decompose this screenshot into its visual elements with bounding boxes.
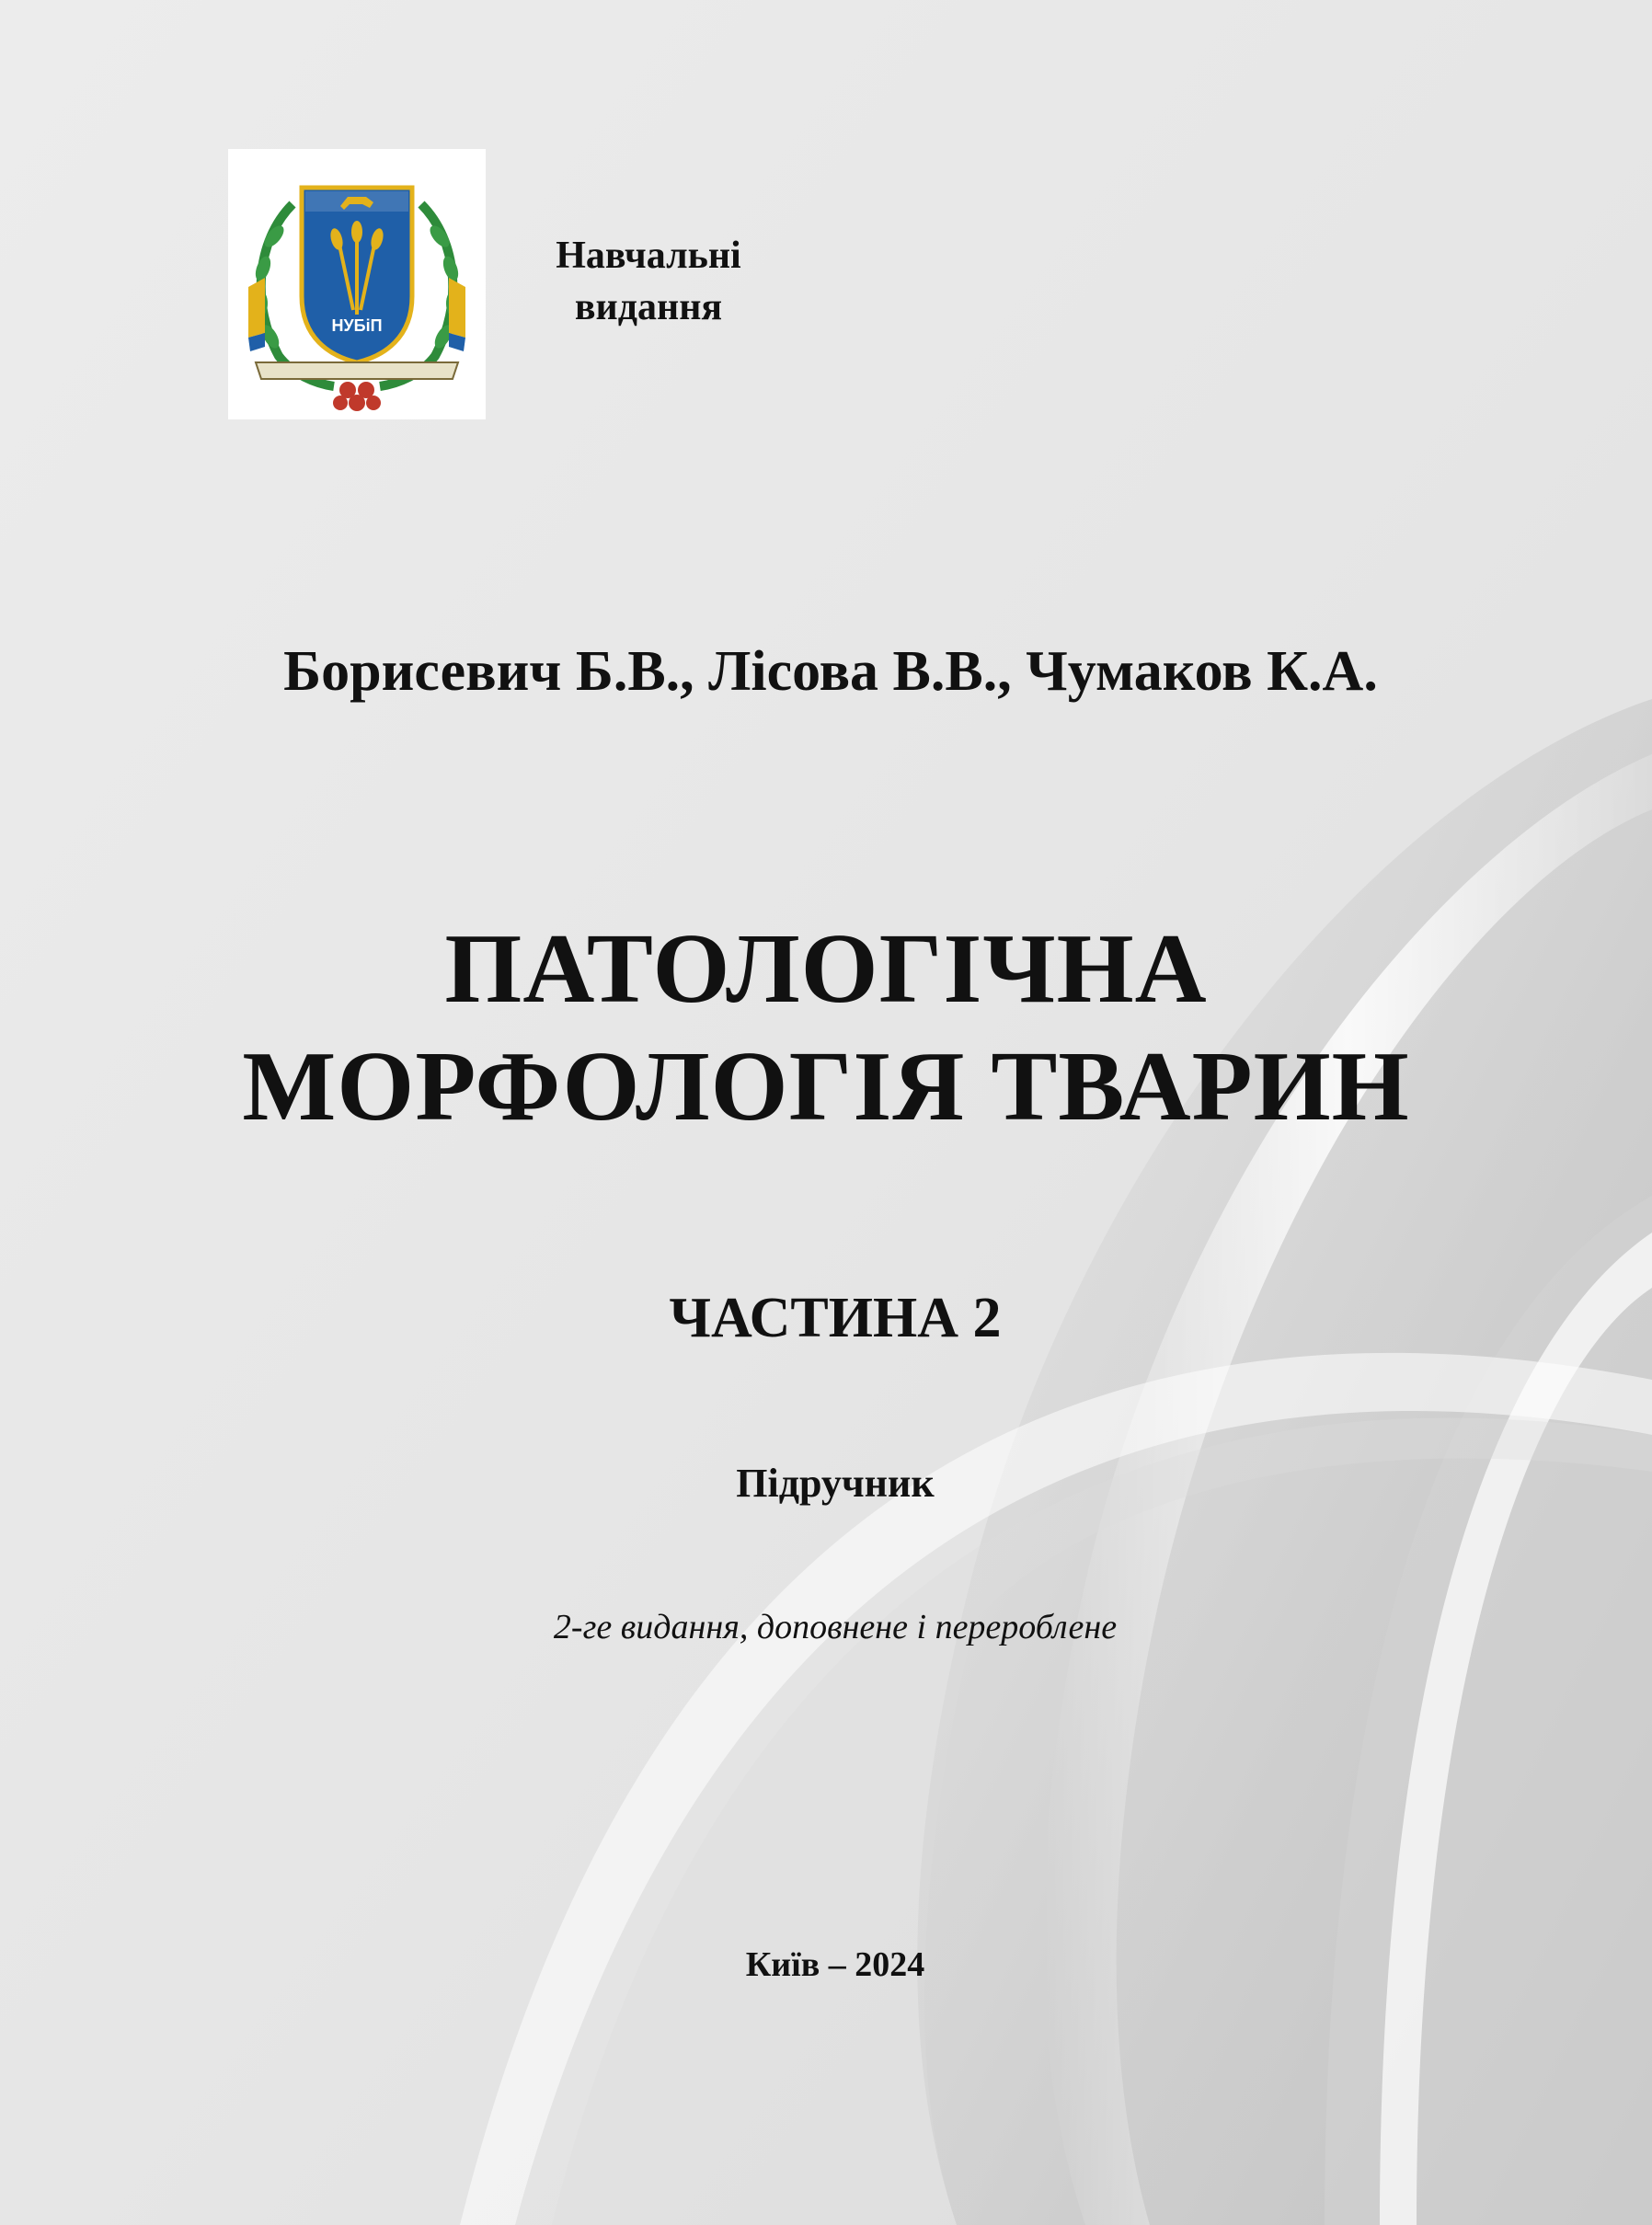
part-number: ЧАСТИНА 2	[669, 1287, 1002, 1349]
genre-label: Підручник	[736, 1461, 935, 1506]
university-coat-of-arms-icon	[228, 149, 486, 419]
book-title	[0, 911, 1652, 1146]
series-line-1: Навчальні	[556, 235, 741, 277]
title-line-1: ПАТОЛОГІЧНА	[444, 914, 1208, 1024]
series-label	[515, 230, 782, 333]
authors: Борисевич Б.В., Лісова В.В., Чумаков К.А.	[283, 640, 1378, 703]
edition-note: 2-ге видання, доповнене і перероблене	[553, 1608, 1118, 1646]
university-logo	[228, 149, 486, 419]
place-and-year: Київ – 2024	[745, 1945, 925, 1984]
svg-text:НУБіП: НУБіП	[331, 316, 383, 335]
title-line-2: МОРФОЛОГІЯ ТВАРИН	[242, 1032, 1410, 1141]
series-line-2: видання	[574, 286, 723, 328]
